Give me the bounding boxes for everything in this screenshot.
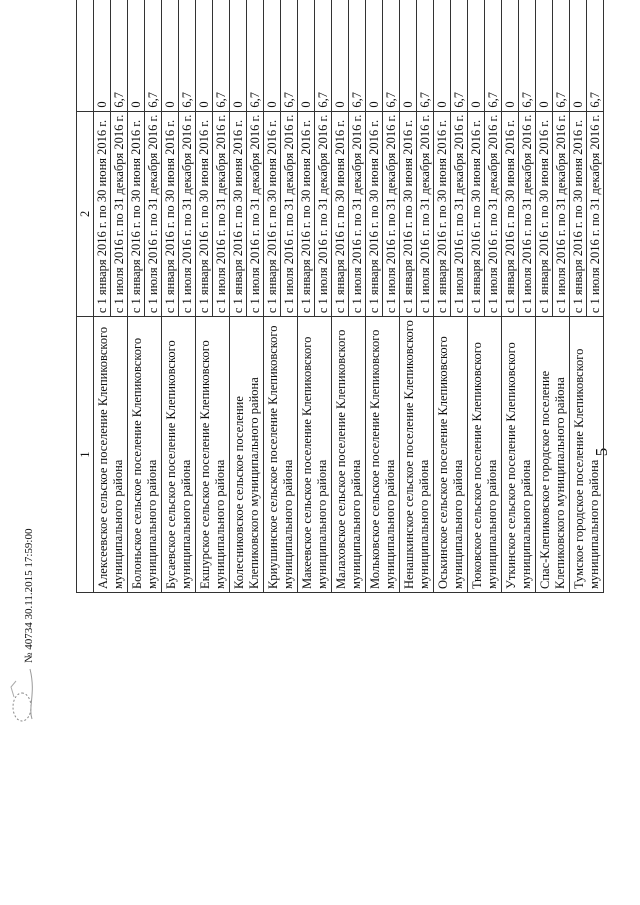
municipality-cell <box>570 317 604 593</box>
period-cell: с 1 июля 2016 г. по 31 декабря 2016 г. <box>281 111 298 316</box>
rate-value-cell: 0 <box>298 0 315 111</box>
period-cell: с 1 января 2016 г. по 30 июня 2016 г. <box>468 111 485 316</box>
municipality-cell <box>94 317 128 593</box>
period-cell: с 1 июля 2016 г. по 31 декабря 2016 г. <box>213 111 230 316</box>
municipality-name-line1: Екшурское сельское поселение Клепиковского <box>197 340 212 589</box>
municipality-name-line2: муниципального района <box>416 459 431 589</box>
period-cell: с 1 января 2016 г. по 30 июня 2016 г. <box>332 111 349 316</box>
municipality-cell <box>536 317 570 593</box>
rates-table <box>76 0 604 593</box>
table-row <box>196 0 213 593</box>
municipality-cell <box>162 317 196 593</box>
period-cell: с 1 января 2016 г. по 30 июня 2016 г. <box>162 111 179 316</box>
municipality-name-line2: муниципального района <box>314 459 329 589</box>
header-col-2: 2 <box>77 111 94 316</box>
municipality-name-line1: Уткинское сельское поселение Клепиковского <box>503 342 518 589</box>
period-cell: с 1 января 2016 г. по 30 июня 2016 г. <box>128 111 145 316</box>
municipality-cell <box>298 317 332 593</box>
period-cell: с 1 января 2016 г. по 30 июня 2016 г. <box>536 111 553 316</box>
municipality-name-line2: муниципального района <box>110 459 125 589</box>
municipality-name-line1: Макеевское сельское поселение Клепиковского <box>299 336 314 589</box>
municipality-cell <box>502 317 536 593</box>
period-cell: с 1 января 2016 г. по 30 июня 2016 г. <box>366 111 383 316</box>
table-row <box>468 0 485 593</box>
rate-value-cell: 0 <box>468 0 485 111</box>
rate-value-cell: 0 <box>536 0 553 111</box>
period-cell: с 1 января 2016 г. по 30 июня 2016 г. <box>264 111 281 316</box>
table-row <box>536 0 553 593</box>
rate-value-cell: 0 <box>502 0 519 111</box>
table-row <box>400 0 417 593</box>
rate-value-cell: 0 <box>94 0 111 111</box>
municipality-name-line1: Алексеевское сельское поселение Клепиковского <box>95 326 110 589</box>
stamp-icon <box>2 665 42 727</box>
municipality-cell <box>128 317 162 593</box>
rate-value-cell: 0 <box>366 0 383 111</box>
municipality-name-line2: муниципального района <box>450 459 465 589</box>
rate-value-cell: 6,7 <box>553 0 570 111</box>
period-cell: с 1 января 2016 г. по 30 июня 2016 г. <box>196 111 213 316</box>
municipality-name-line1: Спас-Клепиковское городское поселение <box>537 370 552 589</box>
table-row <box>94 0 111 593</box>
rates-table-body <box>77 0 604 593</box>
period-cell: с 1 января 2016 г. по 30 июня 2016 г. <box>400 111 417 316</box>
municipality-name-line2: муниципального района <box>518 459 533 589</box>
period-cell: с 1 июля 2016 г. по 31 декабря 2016 г. <box>315 111 332 316</box>
rate-value-cell: 0 <box>196 0 213 111</box>
rate-value-cell: 0 <box>162 0 179 111</box>
period-cell: с 1 июля 2016 г. по 31 декабря 2016 г. <box>145 111 162 316</box>
municipality-name-line1: Малаховское сельское поселение Клепиковского <box>333 329 348 589</box>
table-row <box>128 0 145 593</box>
table-row <box>434 0 451 593</box>
municipality-name-line1: Бусаевское сельское поселение Клепиковского <box>163 340 178 589</box>
rate-value-cell: 6,7 <box>315 0 332 111</box>
municipality-name-line2: муниципального района <box>484 459 499 589</box>
period-cell: с 1 января 2016 г. по 30 июня 2016 г. <box>502 111 519 316</box>
municipality-name-line1: Тюковское сельское поселение Клепиковского <box>469 342 484 589</box>
municipality-cell <box>332 317 366 593</box>
municipality-cell <box>366 317 400 593</box>
period-cell: с 1 июля 2016 г. по 31 декабря 2016 г. <box>553 111 570 316</box>
rate-value-cell: 6,7 <box>281 0 298 111</box>
page-number: 5 <box>592 447 611 457</box>
period-cell: с 1 июля 2016 г. по 31 декабря 2016 г. <box>519 111 536 316</box>
rate-value-cell: 0 <box>434 0 451 111</box>
rate-value-cell: 6,7 <box>519 0 536 111</box>
rate-value-cell: 6,7 <box>247 0 264 111</box>
table-row <box>230 0 247 593</box>
period-cell: с 1 июля 2016 г. по 31 декабря 2016 г. <box>111 111 128 316</box>
header-col-3 <box>77 0 94 111</box>
rate-value-cell: 6,7 <box>417 0 434 111</box>
rate-value-cell: 0 <box>264 0 281 111</box>
municipality-name-line2: муниципального района <box>178 459 193 589</box>
period-cell: с 1 июля 2016 г. по 31 декабря 2016 г. <box>383 111 400 316</box>
municipality-cell <box>468 317 502 593</box>
registration-stamp: № 40734 30.11.2015 17:59:00 <box>23 528 35 663</box>
municipality-name-line2: муниципального района <box>280 459 295 589</box>
municipality-cell <box>264 317 298 593</box>
municipality-name-line1: Мольковское сельское поселение Клепиковского <box>367 329 382 589</box>
table-row <box>332 0 349 593</box>
municipality-name-line2: муниципального района <box>348 459 363 589</box>
period-cell: с 1 января 2016 г. по 30 июня 2016 г. <box>298 111 315 316</box>
rate-value-cell: 6,7 <box>451 0 468 111</box>
rate-value-cell: 0 <box>128 0 145 111</box>
municipality-cell <box>434 317 468 593</box>
table-row <box>570 0 587 593</box>
rate-value-cell: 0 <box>400 0 417 111</box>
rate-value-cell: 0 <box>230 0 247 111</box>
municipality-name-line2: муниципального района <box>586 459 601 589</box>
rate-value-cell: 6,7 <box>485 0 502 111</box>
municipality-name-line2: муниципального района <box>144 459 159 589</box>
municipality-name-line2: муниципального района <box>212 459 227 589</box>
rate-value-cell: 6,7 <box>349 0 366 111</box>
municipality-cell <box>400 317 434 593</box>
table-row <box>298 0 315 593</box>
municipality-name-line1: Криушинское сельское поселение Клепиковского <box>265 325 280 589</box>
rate-value-cell: 0 <box>332 0 349 111</box>
municipality-name-line1: Ненашкинское сельское поселение Клепиковского <box>401 320 416 589</box>
period-cell: с 1 января 2016 г. по 30 июня 2016 г. <box>570 111 587 316</box>
table-row <box>366 0 383 593</box>
municipality-cell <box>196 317 230 593</box>
rate-value-cell: 6,7 <box>587 0 604 111</box>
rate-value-cell: 6,7 <box>179 0 196 111</box>
header-col-1: 1 <box>77 317 94 593</box>
municipality-name-line2: Клепиковского муниципального района <box>246 377 261 589</box>
rate-value-cell: 6,7 <box>383 0 400 111</box>
table-row <box>502 0 519 593</box>
period-cell: с 1 июля 2016 г. по 31 декабря 2016 г. <box>485 111 502 316</box>
period-cell: с 1 июля 2016 г. по 31 декабря 2016 г. <box>417 111 434 316</box>
period-cell: с 1 января 2016 г. по 30 июня 2016 г. <box>94 111 111 316</box>
table-row <box>162 0 179 593</box>
municipality-name-line1: Тумское городское поселение Клепиковского <box>571 348 586 589</box>
table-row <box>264 0 281 593</box>
rate-value-cell: 6,7 <box>111 0 128 111</box>
municipality-cell <box>230 317 264 593</box>
municipality-name-line1: Оськинское сельское поселение Клепиковского <box>435 336 450 589</box>
header-row <box>77 0 94 593</box>
rate-value-cell: 6,7 <box>145 0 162 111</box>
rate-value-cell: 0 <box>570 0 587 111</box>
period-cell: с 1 июля 2016 г. по 31 декабря 2016 г. <box>587 111 604 316</box>
period-cell: с 1 июля 2016 г. по 31 декабря 2016 г. <box>451 111 468 316</box>
period-cell: с 1 июля 2016 г. по 31 декабря 2016 г. <box>247 111 264 316</box>
municipality-name-line1: Колесниковское сельское поселение <box>231 396 246 589</box>
period-cell: с 1 января 2016 г. по 30 июня 2016 г. <box>434 111 451 316</box>
municipality-name-line2: муниципального района <box>382 459 397 589</box>
period-cell: с 1 июля 2016 г. по 31 декабря 2016 г. <box>179 111 196 316</box>
municipality-name-line2: Клепиковского муниципального района <box>552 377 567 589</box>
period-cell: с 1 июля 2016 г. по 31 декабря 2016 г. <box>349 111 366 316</box>
period-cell: с 1 января 2016 г. по 30 июня 2016 г. <box>230 111 247 316</box>
rate-value-cell: 6,7 <box>213 0 230 111</box>
municipality-name-line1: Болоньское сельское поселение Клепиковского <box>129 337 144 589</box>
